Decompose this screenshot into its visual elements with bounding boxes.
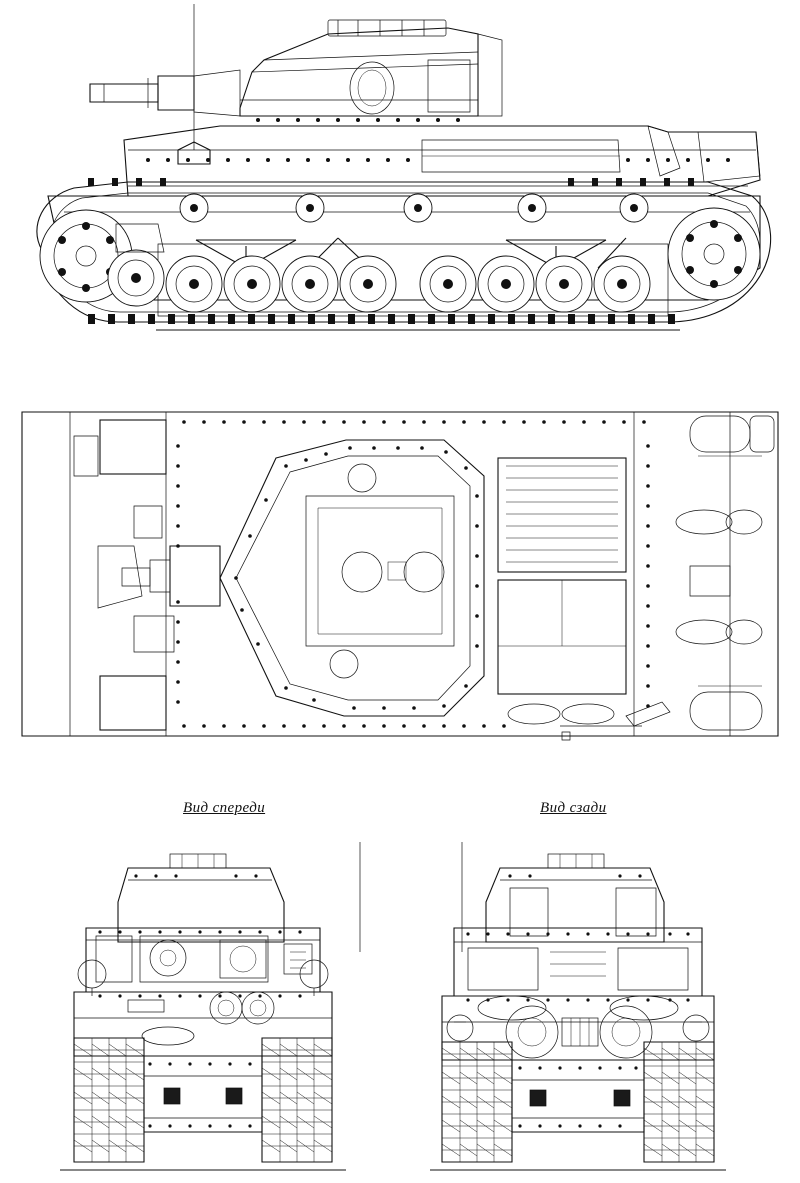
- top-view-group: [22, 412, 778, 740]
- caption-rear-view: Вид сзади: [540, 800, 607, 816]
- rear-view-svg: [420, 832, 765, 1177]
- rear-hull-plate: [442, 996, 714, 1060]
- rear-view-group: [430, 842, 726, 1170]
- marker-plate-left: [164, 1088, 180, 1104]
- tow-hook: [142, 1027, 194, 1045]
- side-view-group: [37, 4, 771, 330]
- turret-hatch-right: [404, 552, 444, 592]
- drive-hub-left: [506, 1006, 558, 1058]
- marker-plate-right-rear: [614, 1090, 630, 1106]
- gun-tube-plan: [150, 560, 170, 592]
- front-driver-plate: [98, 546, 142, 608]
- rear-view: [420, 832, 765, 1177]
- superstructure-rear: [454, 928, 702, 996]
- turret-side-hatch: [428, 60, 470, 112]
- engine-deck-grille: [498, 458, 626, 572]
- turret-rear-bustle: [478, 34, 502, 116]
- rear-stowage-box: [698, 132, 760, 182]
- front-view: [40, 832, 380, 1177]
- turret: [240, 28, 478, 116]
- mg-ball-mount: [150, 940, 186, 976]
- track-guard-lines: [70, 412, 730, 736]
- marker-plate-left-rear: [530, 1090, 546, 1106]
- track-links-left: [74, 1038, 144, 1162]
- side-vision-block: [284, 944, 312, 974]
- side-view-svg: [8, 0, 792, 360]
- front-stowage-box-left: [100, 420, 166, 474]
- gun-mantlet: [158, 76, 194, 110]
- cupola-top: [348, 464, 376, 492]
- top-view: [14, 396, 786, 752]
- grille-slats: [506, 466, 618, 562]
- fender-inner-lines: [166, 412, 634, 736]
- side-view: [8, 0, 792, 360]
- tow-plate-left: [128, 1000, 164, 1012]
- turret-roof: [220, 440, 484, 716]
- turret-rear: [486, 868, 664, 942]
- top-view-svg: [14, 396, 786, 752]
- superstructure-front: [86, 928, 320, 992]
- headlight-plan: [74, 436, 98, 476]
- exhaust-right: [610, 996, 678, 1020]
- mantlet-plan: [170, 546, 220, 606]
- road-wheels: [108, 250, 650, 312]
- rear-tools: [508, 702, 670, 740]
- turret-hatch-left: [342, 552, 382, 592]
- caption-front-view: Вид спереди: [183, 800, 266, 816]
- rear-panel-left: [468, 948, 538, 990]
- driver-vision-port: [220, 940, 266, 978]
- marker-plate-right: [226, 1088, 242, 1104]
- front-plate-panel: [140, 936, 268, 982]
- front-stowage-box-right: [100, 676, 166, 730]
- deck-rivets: [176, 420, 650, 728]
- track-links-right: [262, 1038, 332, 1162]
- rear-light-right: [683, 1015, 709, 1041]
- front-rivets: [98, 874, 301, 1127]
- return-rollers: [180, 194, 648, 222]
- turret-rear-hatch: [510, 888, 548, 936]
- front-view-svg: [40, 832, 380, 1177]
- front-view-group: [60, 842, 360, 1170]
- rear-light-left: [447, 1015, 473, 1041]
- periscope-port: [330, 650, 358, 678]
- hull-deck-outline: [22, 412, 778, 736]
- stowage-right: [676, 416, 774, 730]
- headlight-left: [78, 960, 106, 988]
- rear-panel-right: [618, 948, 688, 990]
- drive-hub-right: [600, 1006, 652, 1058]
- gun-trunnion-housing: [194, 70, 240, 116]
- lower-hull-front: [144, 1056, 262, 1132]
- turret-roof-panel: [306, 496, 454, 646]
- rear-fender-plate: [648, 126, 680, 176]
